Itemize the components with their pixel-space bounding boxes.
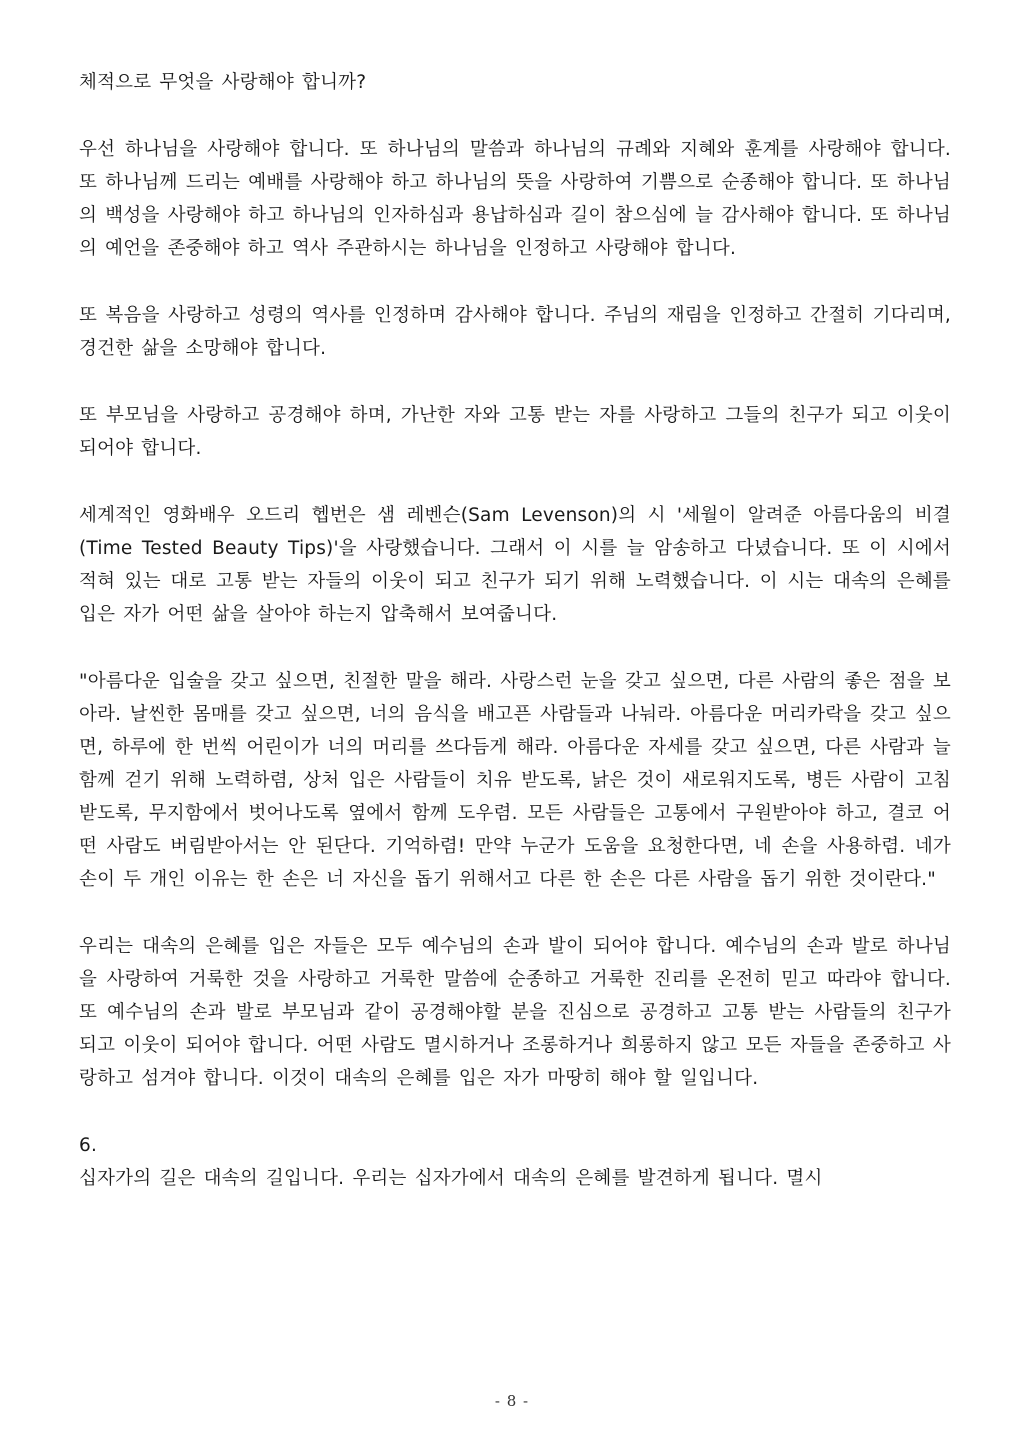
page-number: - 8 -	[494, 1392, 530, 1410]
section-number: 6.	[79, 1135, 98, 1156]
paragraph-love-god: 우선 하나님을 사랑해야 합니다. 또 하나님의 말씀과 하나님의 규례와 지혜와 훈계를 사랑해야 합니다. 또 하나님께 드리는 예배를 사랑해야 하고 하나님의 뜻을 사랑하여 기쁨으로 순종해야 합니다. 또 하나님의 백성을 사랑해야 하고 하나님의 인자하심과 용납하심과 길이 참으심에 늘 감사해야 합니다. 또 하나님의 예언을 존중해야 하고 역사 주관하시는 하나님을 인정하고 사랑해야 합니다.	[79, 139, 951, 259]
document-body	[79, 66, 951, 1229]
paragraph-audrey-hepburn: 세계적인 영화배우 오드리 헵번은 샘 레벤슨(Sam Levenson)의 시 '세월이 알려준 아름다움의 비결(Time Tested Beauty Tips)'을 사랑했습니다. 그래서 이 시를 늘 암송하고 다녔습니다. 또 이 시에서 적혀 있는 대로 고통 받는 자들의 이웃이 되고 친구가 되기 위해 노력했습니다. 이 시는 대속의 은혜를 입은 자가 어떤 삶을 살아야 하는지 압축해서 보여줍니다.	[79, 505, 951, 625]
paragraph-question: 체적으로 무엇을 사랑해야 합니까?	[79, 72, 367, 93]
paragraph-poem-quote: "아름다운 입술을 갖고 싶으면, 친절한 말을 해라. 사랑스런 눈을 갖고 싶으면, 다른 사람의 좋은 점을 보아라. 날씬한 몸매를 갖고 싶으면, 너의 음식을 배고픈 사람들과 나눠라. 아름다운 머리카락을 갖고 싶으면, 하루에 한 번씩 어린이가 너의 머리를 쓰다듬게 해라. 아름다운 자세를 갖고 싶으면, 다른 사람과 늘 함께 걷기 위해 노력하렴, 상처 입은 사람들이 치유 받도록, 낡은 것이 새로워지도록, 병든 사람이 고침 받도록, 무지함에서 벗어나도록 옆에서 함께 도우렴. 모든 사람들은 고통에서 구원받아야 하고, 결코 어떤 사람도 버림받아서는 안 된단다. 기억하렴! 만약 누군가 도움을 요청한다면, 네 손을 사용하렴. 네가 손이 두 개인 이유는 한 손은 너 자신을 돕기 위해서고 다른 한 손은 다른 사람을 돕기 위한 것이란다."	[79, 671, 951, 890]
paragraph-parents: 또 부모님을 사랑하고 공경해야 하며, 가난한 자와 고통 받는 자를 사랑하고 그들의 친구가 되고 이웃이 되어야 합니다.	[79, 405, 951, 459]
paragraph-gospel: 또 복음을 사랑하고 성령의 역사를 인정하며 감사해야 합니다. 주님의 재림을 인정하고 간절히 기다리며, 경건한 삶을 소망해야 합니다.	[79, 305, 951, 359]
paragraph-hands-and-feet: 우리는 대속의 은혜를 입은 자들은 모두 예수님의 손과 발이 되어야 합니다. 예수님의 손과 발로 하나님을 사랑하여 거룩한 것을 사랑하고 거룩한 말씀에 순종하고 거룩한 진리를 온전히 믿고 따라야 합니다. 또 예수님의 손과 발로 부모님과 같이 공경해야할 분을 진심으로 공경하고 고통 받는 사람들의 친구가 되고 이웃이 되어야 합니다. 어떤 사람도 멸시하거나 조롱하거나 희롱하지 않고 모든 자들을 존중하고 사랑하고 섬겨야 합니다. 이것이 대속의 은혜를 입은 자가 마땅히 해야 할 일입니다.	[79, 936, 951, 1089]
section-first-line: 십자가의 길은 대속의 길입니다. 우리는 십자가에서 대속의 은혜를 발견하게 됩니다. 멸시	[79, 1168, 823, 1189]
